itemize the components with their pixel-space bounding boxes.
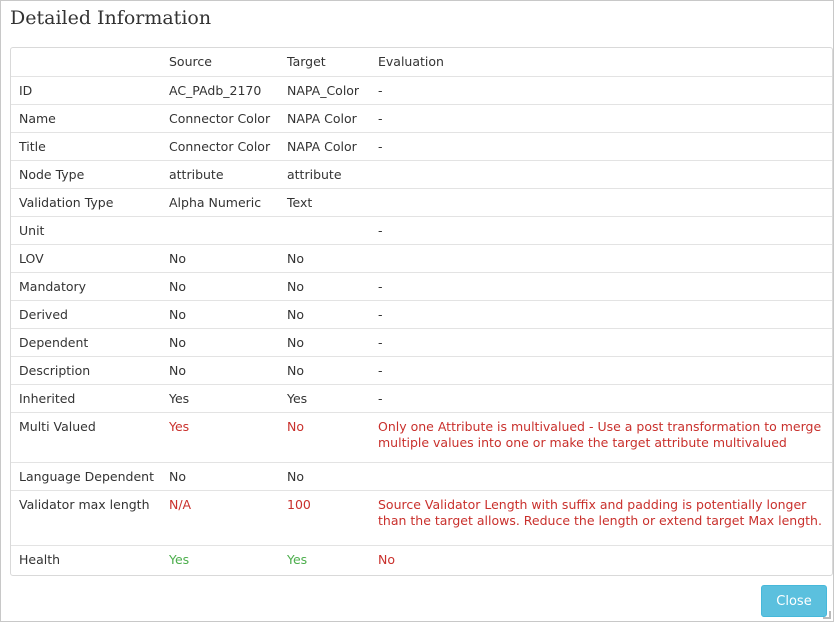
row-evaluation: - bbox=[378, 133, 832, 161]
row-target: No bbox=[287, 301, 378, 329]
details-table bbox=[11, 48, 832, 574]
row-evaluation: - bbox=[378, 329, 832, 357]
row-evaluation: Source Validator Length with suffix and padding is potentially longer than the target allows. Reduce the length or extend target Max length. bbox=[378, 491, 832, 546]
row-label: Node Type bbox=[11, 161, 169, 189]
table-row bbox=[11, 273, 832, 301]
row-source: Yes bbox=[169, 413, 287, 463]
row-evaluation: - bbox=[378, 385, 832, 413]
row-label: Unit bbox=[11, 217, 169, 245]
row-evaluation bbox=[378, 245, 832, 273]
table-row bbox=[11, 105, 832, 133]
row-label: Inherited bbox=[11, 385, 169, 413]
row-target: Text bbox=[287, 189, 378, 217]
table-row bbox=[11, 491, 832, 546]
row-label: Derived bbox=[11, 301, 169, 329]
health-target: Yes bbox=[287, 546, 378, 575]
row-target: NAPA_Color bbox=[287, 77, 378, 105]
row-label: Validator max length bbox=[11, 491, 169, 546]
row-source: No bbox=[169, 245, 287, 273]
table-row bbox=[11, 463, 832, 491]
table-row bbox=[11, 385, 832, 413]
table-row bbox=[11, 217, 832, 245]
header-property bbox=[11, 48, 169, 77]
row-target: No bbox=[287, 329, 378, 357]
row-source: No bbox=[169, 273, 287, 301]
row-target: No bbox=[287, 245, 378, 273]
table-row bbox=[11, 161, 832, 189]
health-source: Yes bbox=[169, 546, 287, 575]
row-label: Multi Valued bbox=[11, 413, 169, 463]
row-source: N/A bbox=[169, 491, 287, 546]
row-evaluation bbox=[378, 189, 832, 217]
row-source: attribute bbox=[169, 161, 287, 189]
row-evaluation: - bbox=[378, 273, 832, 301]
row-label: ID bbox=[11, 77, 169, 105]
dialog-title: Detailed Information bbox=[10, 7, 212, 29]
row-source bbox=[169, 217, 287, 245]
row-target: No bbox=[287, 357, 378, 385]
row-target: 100 bbox=[287, 491, 378, 546]
row-source: No bbox=[169, 329, 287, 357]
details-panel bbox=[10, 47, 833, 576]
row-label: Name bbox=[11, 105, 169, 133]
header-source: Source bbox=[169, 54, 212, 69]
row-evaluation bbox=[378, 463, 832, 491]
row-label: Dependent bbox=[11, 329, 169, 357]
header-target: Target bbox=[287, 54, 326, 69]
row-target: No bbox=[287, 463, 378, 491]
row-label: Validation Type bbox=[11, 189, 169, 217]
row-label: Language Dependent bbox=[11, 463, 169, 491]
row-target: NAPA Color bbox=[287, 133, 378, 161]
row-source: Yes bbox=[169, 385, 287, 413]
table-row bbox=[11, 245, 832, 273]
resize-grip-icon[interactable] bbox=[823, 611, 831, 619]
row-source: No bbox=[169, 301, 287, 329]
health-label: Health bbox=[11, 546, 169, 575]
row-label: Title bbox=[11, 133, 169, 161]
row-source: Connector Color bbox=[169, 105, 287, 133]
health-row bbox=[11, 546, 832, 575]
table-row bbox=[11, 189, 832, 217]
close-button[interactable]: Close bbox=[761, 585, 827, 617]
row-source: No bbox=[169, 357, 287, 385]
row-label: Description bbox=[11, 357, 169, 385]
row-label: Mandatory bbox=[11, 273, 169, 301]
row-target: attribute bbox=[287, 161, 378, 189]
row-target: NAPA Color bbox=[287, 105, 378, 133]
table-row bbox=[11, 357, 832, 385]
row-source: Connector Color bbox=[169, 133, 287, 161]
table-row bbox=[11, 413, 832, 463]
row-source: Alpha Numeric bbox=[169, 189, 287, 217]
row-source: AC_PAdb_2170 bbox=[169, 77, 287, 105]
table-row bbox=[11, 329, 832, 357]
header-evaluation: Evaluation bbox=[378, 54, 444, 69]
row-evaluation: Only one Attribute is multivalued - Use a post transformation to merge multiple values into one or make the target attribute multivalued bbox=[378, 413, 832, 463]
table-row bbox=[11, 77, 832, 105]
table-header-row bbox=[11, 48, 832, 77]
table-row bbox=[11, 301, 832, 329]
row-evaluation: - bbox=[378, 357, 832, 385]
row-evaluation: - bbox=[378, 301, 832, 329]
row-evaluation: - bbox=[378, 77, 832, 105]
row-evaluation: - bbox=[378, 105, 832, 133]
row-evaluation bbox=[378, 161, 832, 189]
row-target: Yes bbox=[287, 385, 378, 413]
row-evaluation: - bbox=[378, 217, 832, 245]
row-target: No bbox=[287, 413, 378, 463]
health-evaluation: No bbox=[378, 546, 832, 575]
row-source: No bbox=[169, 463, 287, 491]
row-label: LOV bbox=[11, 245, 169, 273]
row-target bbox=[287, 217, 378, 245]
table-row bbox=[11, 133, 832, 161]
row-target: No bbox=[287, 273, 378, 301]
